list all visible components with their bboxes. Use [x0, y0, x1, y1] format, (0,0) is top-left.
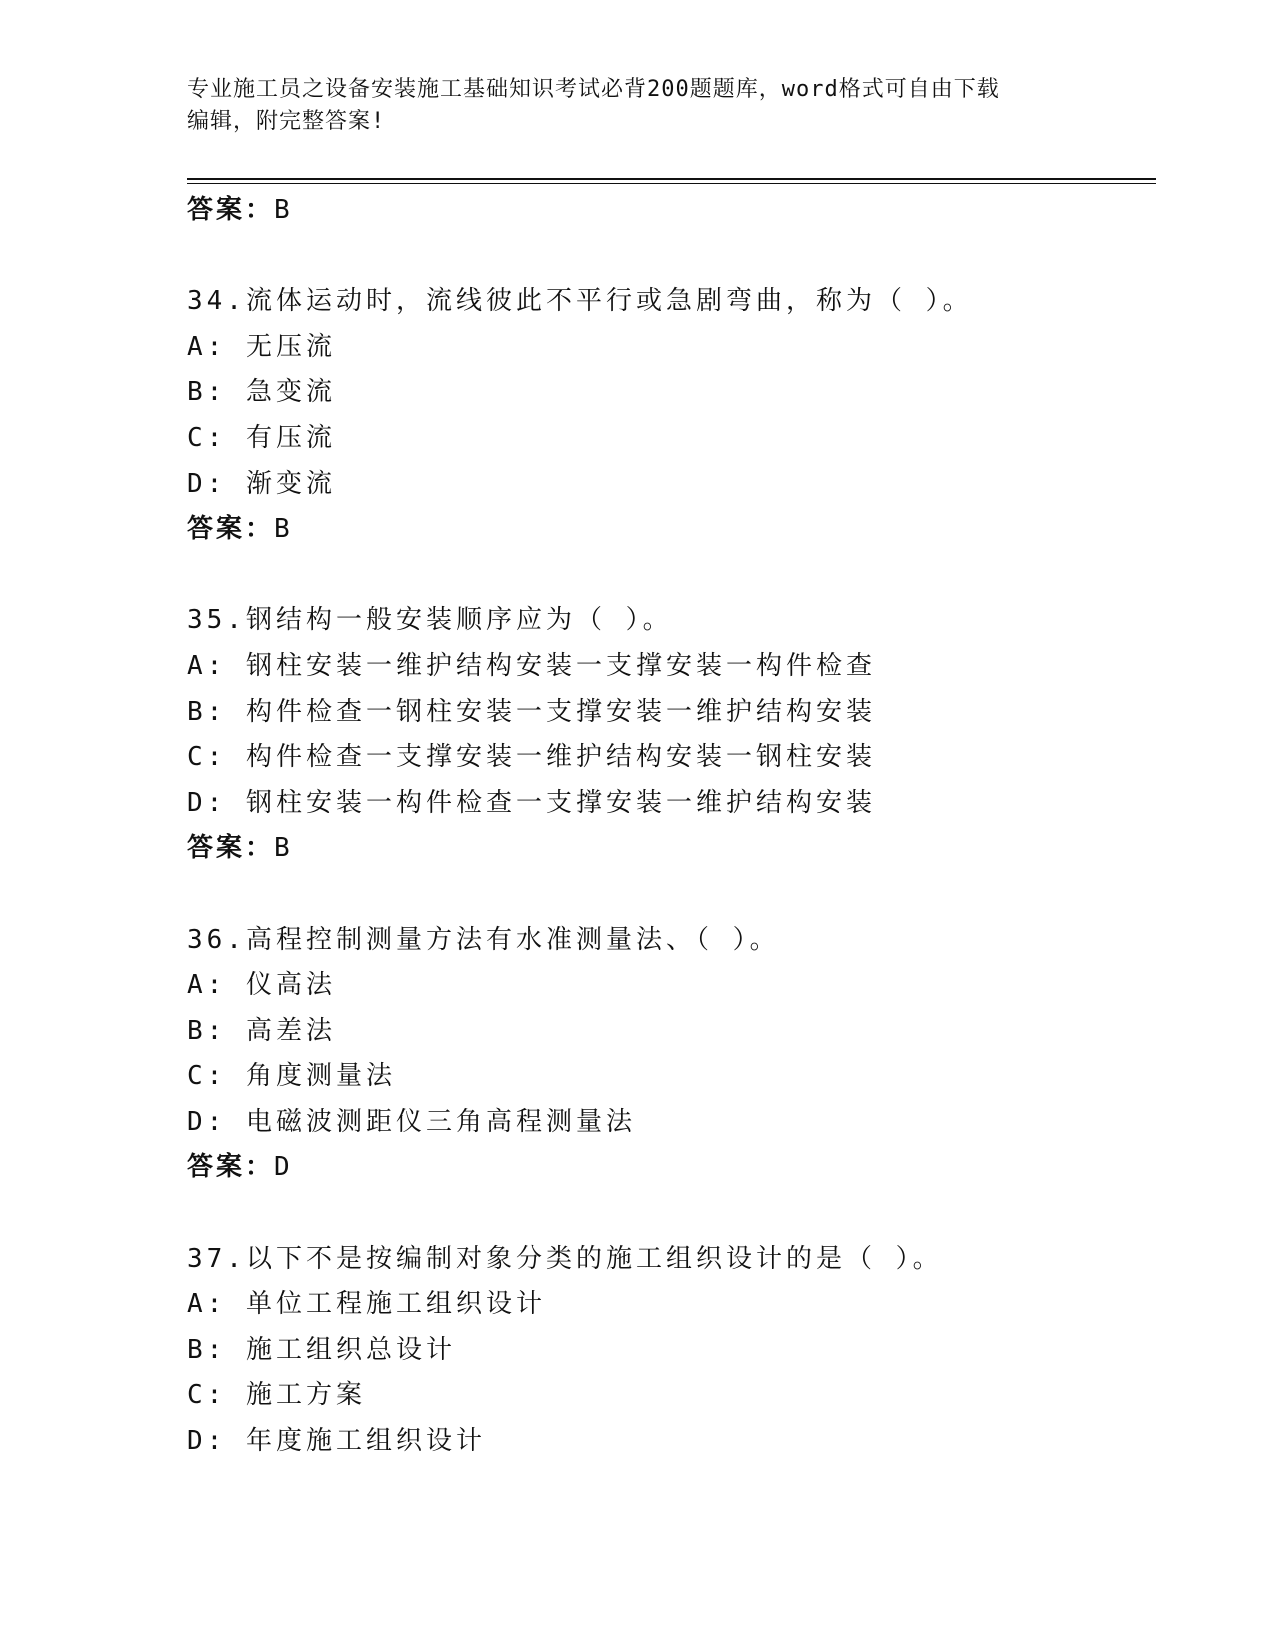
answer-line	[187, 507, 1147, 553]
option-c: C: 有压流	[187, 422, 336, 453]
answer-line	[187, 826, 1147, 872]
option-a: A: 无压流	[187, 331, 336, 362]
question-stem: 37.以下不是按编制对象分类的施工组织设计的是（ ）。	[187, 1243, 943, 1274]
option-a: A: 仪高法	[187, 970, 336, 1001]
option-c: C: 施工方案	[187, 1380, 366, 1411]
option-a: A: 单位工程施工组织设计	[187, 1289, 546, 1320]
spacer	[187, 234, 1147, 280]
answer-label: 答案：	[187, 514, 275, 545]
option-d: D: 电磁波测距仪三角高程测量法	[187, 1106, 636, 1137]
question-block	[187, 918, 1147, 1192]
option-c: C: 角度测量法	[187, 1061, 396, 1092]
header-rule	[187, 178, 1156, 180]
document-header	[187, 74, 1087, 138]
question-list	[187, 188, 1147, 1465]
answer-value: B	[274, 195, 293, 225]
header-line-1: 专业施工员之设备安装施工基础知识考试必背200题题库，word格式可自由下载	[187, 77, 1000, 102]
option-d: D: 渐变流	[187, 468, 336, 499]
question-stem: 35.钢结构一般安装顺序应为（ ）。	[187, 605, 673, 636]
answer-line	[187, 1145, 1147, 1191]
question-block	[187, 598, 1147, 872]
answer-label: 答案：	[187, 1152, 275, 1183]
answer-label: 答案：	[187, 195, 275, 225]
header-line-2: 编辑，附完整答案!	[187, 109, 386, 134]
answer-value: B	[274, 514, 293, 545]
option-b: B: 施工组织总设计	[187, 1334, 456, 1365]
spacer	[187, 1191, 1147, 1237]
header-rule-thin	[187, 183, 1156, 184]
option-b: B: 急变流	[187, 377, 336, 408]
option-d: D: 年度施工组织设计	[187, 1426, 486, 1457]
option-d: D: 钢柱安装一构件检查一支撑安装一维护结构安装	[187, 787, 876, 818]
question-block	[187, 1237, 1147, 1465]
answer-value: D	[274, 1152, 293, 1183]
question-stem: 34.流体运动时，流线彼此不平行或急剧弯曲，称为（ ）。	[187, 286, 973, 317]
answer-label: 答案：	[187, 833, 275, 864]
question-block	[187, 279, 1147, 553]
option-b: B: 构件检查一钢柱安装一支撑安装一维护结构安装	[187, 696, 876, 727]
option-c: C: 构件检查一支撑安装一维护结构安装一钢柱安装	[187, 742, 876, 773]
answer-line	[187, 188, 1147, 234]
option-b: B: 高差法	[187, 1015, 336, 1046]
spacer	[187, 872, 1147, 918]
option-a: A: 钢柱安装一维护结构安装一支撑安装一构件检查	[187, 650, 876, 681]
answer-value: B	[274, 833, 293, 864]
question-stem: 36.高程控制测量方法有水准测量法、（ ）。	[187, 924, 780, 955]
spacer	[187, 553, 1147, 599]
